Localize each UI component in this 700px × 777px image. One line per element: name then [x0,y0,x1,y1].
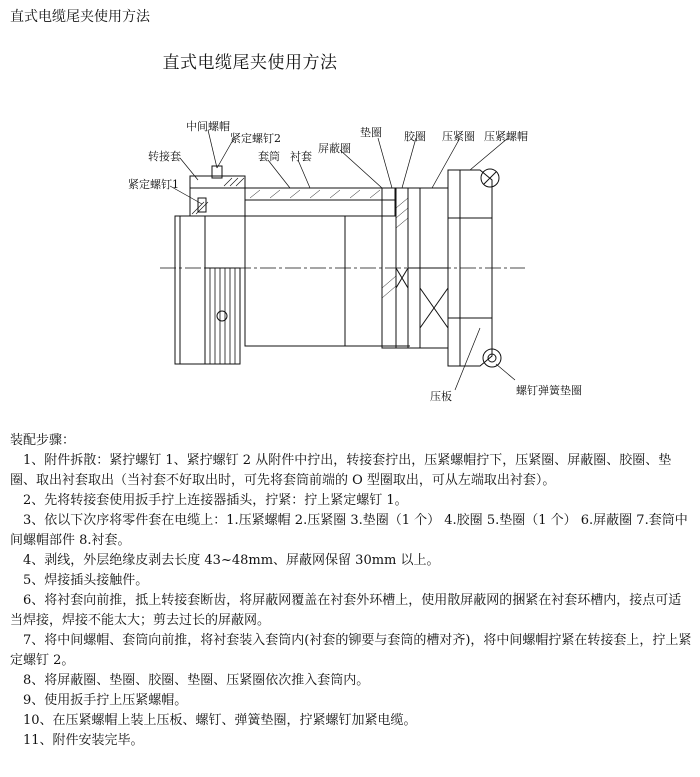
header-title: 直式电缆尾夹使用方法 [10,9,150,25]
assembly-steps [10,431,694,751]
cable-clamp-diagram [120,118,590,418]
label-middle-nut: 中间螺帽 [186,120,230,133]
step-item: 5、焊接插头接触件。 [23,573,149,588]
steps-heading: 装配步骤： [10,433,76,448]
page-title: 直式电缆尾夹使用方法 [162,53,338,73]
label-set-screw-2: 紧定螺钉2 [230,132,281,145]
label-set-screw-1: 紧定螺钉1 [128,178,179,191]
label-press-nut: 压紧螺帽 [484,130,528,143]
step-item: 1、附件拆散：紧拧螺钉 1、紧拧螺钉 2 从附件中拧出，转接套拧出，压紧螺帽拧下，压紧圈、屏蔽圈、胶圈、垫圈、取出衬套取出（当衬套不好取出时，可先将套筒前端的 O 型圈取出，可从左端取出衬套）。 [10,453,672,488]
label-shield-ring: 屏蔽圈 [318,142,351,155]
label-press-plate: 压板 [430,390,452,403]
step-item: 4、剥线，外层绝缘皮剥去长度 43~48mm、屏蔽网保留 30mm 以上。 [23,553,440,568]
step-item: 9、使用扳手拧上压紧螺帽。 [23,693,188,708]
label-rubber-ring: 胶圈 [404,130,426,143]
step-item: 2、先将转接套使用扳手拧上连接器插头，拧紧：拧上紧定螺钉 1。 [23,493,408,508]
step-item: 8、将屏蔽圈、垫圈、胶圈、垫圈、压紧圈依次推入套筒内。 [23,673,370,688]
label-washer: 垫圈 [360,126,382,139]
step-item: 6、将衬套向前推，抵上转接套断齿，将屏蔽网覆盖在衬套外环槽上，使用散屏蔽网的捆紧在衬套环槽内，接点可适当焊接，焊接不能太大；剪去过长的屏蔽网。 [10,593,682,628]
label-liner: 衬套 [290,150,312,163]
step-item: 11、附件安装完毕。 [23,733,144,748]
step-item: 10、在压紧螺帽上装上压板、螺钉、弹簧垫圈，拧紧螺钉加紧电缆。 [23,713,417,728]
step-item: 3、依以下次序将零件套在电缆上：1.压紧螺帽 2.压紧圈 3.垫圈（1 个） 4.胶圈 5.垫圈（1 个） 6.屏蔽圈 7.套筒中间螺帽部件 8.衬套。 [10,513,688,548]
label-press-ring: 压紧圈 [442,130,475,143]
label-tube: 套筒 [258,150,280,163]
label-adapter-sleeve: 转接套 [148,150,181,163]
step-item: 7、将中间螺帽、套筒向前推，将衬套装入套筒内(衬套的铆要与套筒的槽对齐)，将中间螺帽拧紧在转接套上，拧上紧定螺钉 2。 [10,633,692,668]
label-screw-spring-washer: 螺钉弹簧垫圈 [516,384,582,397]
